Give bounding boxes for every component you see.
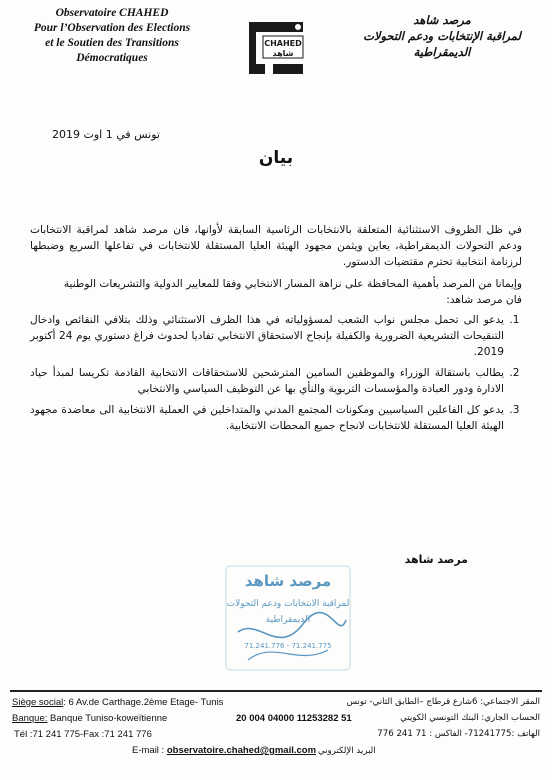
banque-value: Banque Tuniso-koweïtienne	[47, 713, 168, 724]
org-subtitle-fr-2: et le Soutien des Transitions	[45, 37, 179, 49]
footer-banque	[12, 713, 167, 724]
logo-text-arabic: شاهد	[272, 49, 294, 58]
org-subtitle-ar-1: لمراقبة الإنتخابات ودعم التحولات	[363, 29, 521, 43]
org-subtitle-ar-2: الديمقراطية	[413, 45, 471, 59]
org-subtitle-fr-1: Pour l’Observation des Elections	[33, 22, 191, 34]
siege-value: : 6 Av.de Carthage.2ème Etage- Tunis	[63, 697, 224, 708]
org-name-ar: مرصد شاهد	[413, 13, 471, 27]
footer-ar-email: البريد الإلكتروني	[318, 746, 376, 756]
banque-label: Banque:	[12, 713, 48, 724]
paragraph-2: وإيمانا من المرصد بأهمية المحافظة على نزاهة المسار الانتخابي وفقا للمعايير الدولية والتشريعات الوطنية	[63, 278, 522, 290]
footer-ar-account: الحساب الجاري: البنك التونسي الكويتي	[400, 713, 540, 723]
demands-list	[30, 312, 522, 434]
list-intro: فان مرصد شاهد:	[446, 294, 522, 306]
stamp-title: مرصد شاهد	[244, 572, 332, 590]
footer-ar-tel: الهاتف :71241775- الفاكس : 71 241 776	[377, 729, 540, 739]
chahed-logo	[243, 18, 309, 78]
list-item: 1. يدعو الى تحمل مجلس نواب الشعب لمسؤولياته في هذا الظرف الاستثنائي وذلك بتلافي النقائص وادخال التنقيحات التشريعية الضرورية والكفيلة بإنجاح الاستحقاق الانتخابي تفاديا لحدوث فراغ دستوري يوم 24 أكتوبر 2019.	[30, 312, 506, 360]
header-french	[12, 6, 212, 66]
bank-account: 20 004 04000 11253282 51	[236, 713, 352, 724]
paragraph-1: في ظل الظروف الاستثنائية المتعلقة بالانتخابات الرئاسية السابقة لأوانها، فان مرصد شاهد لمراقبة الانتخابات ودعم التحولات الديمقراطية، يعاين ويثمن مجهود الهيئة العليا المستقلة للانتخابات في تفاعلها السريع وضبطها لرزنامة انتخابية تحترم مقتضيات الدستور.	[30, 224, 522, 268]
email-label: E-mail :	[132, 745, 165, 756]
stamp-subtitle-1: لمراقبة الانتخابات ودعم التحولات	[226, 599, 350, 609]
stamp-subtitle-2: الديمقراطية	[265, 615, 311, 625]
org-subtitle-fr-3: Démocratiques	[76, 52, 148, 64]
list-item: 2. يطالب باستقالة الوزراء والموظفين السامين المترشحين للاستحقاقات الانتخابية القادمة تكريسا لمبدأ حياد الادارة ودور العبادة والمؤسسات التربوية والنأي بها عن التوظيف السياسي والانتخابي	[30, 365, 506, 397]
document-title: بيان	[258, 148, 294, 168]
list-item: 3. يدعو كل الفاعلين السياسيين ومكونات المجتمع المدني والمتداخلين في العملية الانتخابية الى معاضدة مجهود الهيئة العليا المستقلة للانتخابات لانجاح جميع المحطات الانتخابية.	[30, 402, 506, 434]
footer-tel: Tél :71 241 775-Fax :71 241 776	[14, 729, 152, 740]
official-stamp	[218, 562, 358, 680]
statement-body	[30, 222, 522, 439]
org-name-fr: Observatoire CHAHED	[55, 7, 169, 19]
footer-email	[132, 745, 316, 756]
footer-divider	[10, 690, 542, 692]
footer-siege	[12, 697, 223, 708]
email-link[interactable]: observatoire.chahed@gmail.com	[166, 745, 317, 756]
signature: مرصد شاهد	[404, 553, 468, 566]
logo-text-latin: CHAHED	[264, 39, 302, 48]
header-arabic	[342, 12, 542, 60]
siege-label: Siège social	[12, 697, 64, 708]
footer-ar-siege: المقر الاجتماعي: 6شارع قرطاج –الطابق الثاني- تونس	[346, 697, 540, 707]
document-date: تونس في 1 اوت 2019	[52, 128, 160, 141]
stamp-phone: 71.241.776 - 71.241.775	[244, 642, 332, 650]
